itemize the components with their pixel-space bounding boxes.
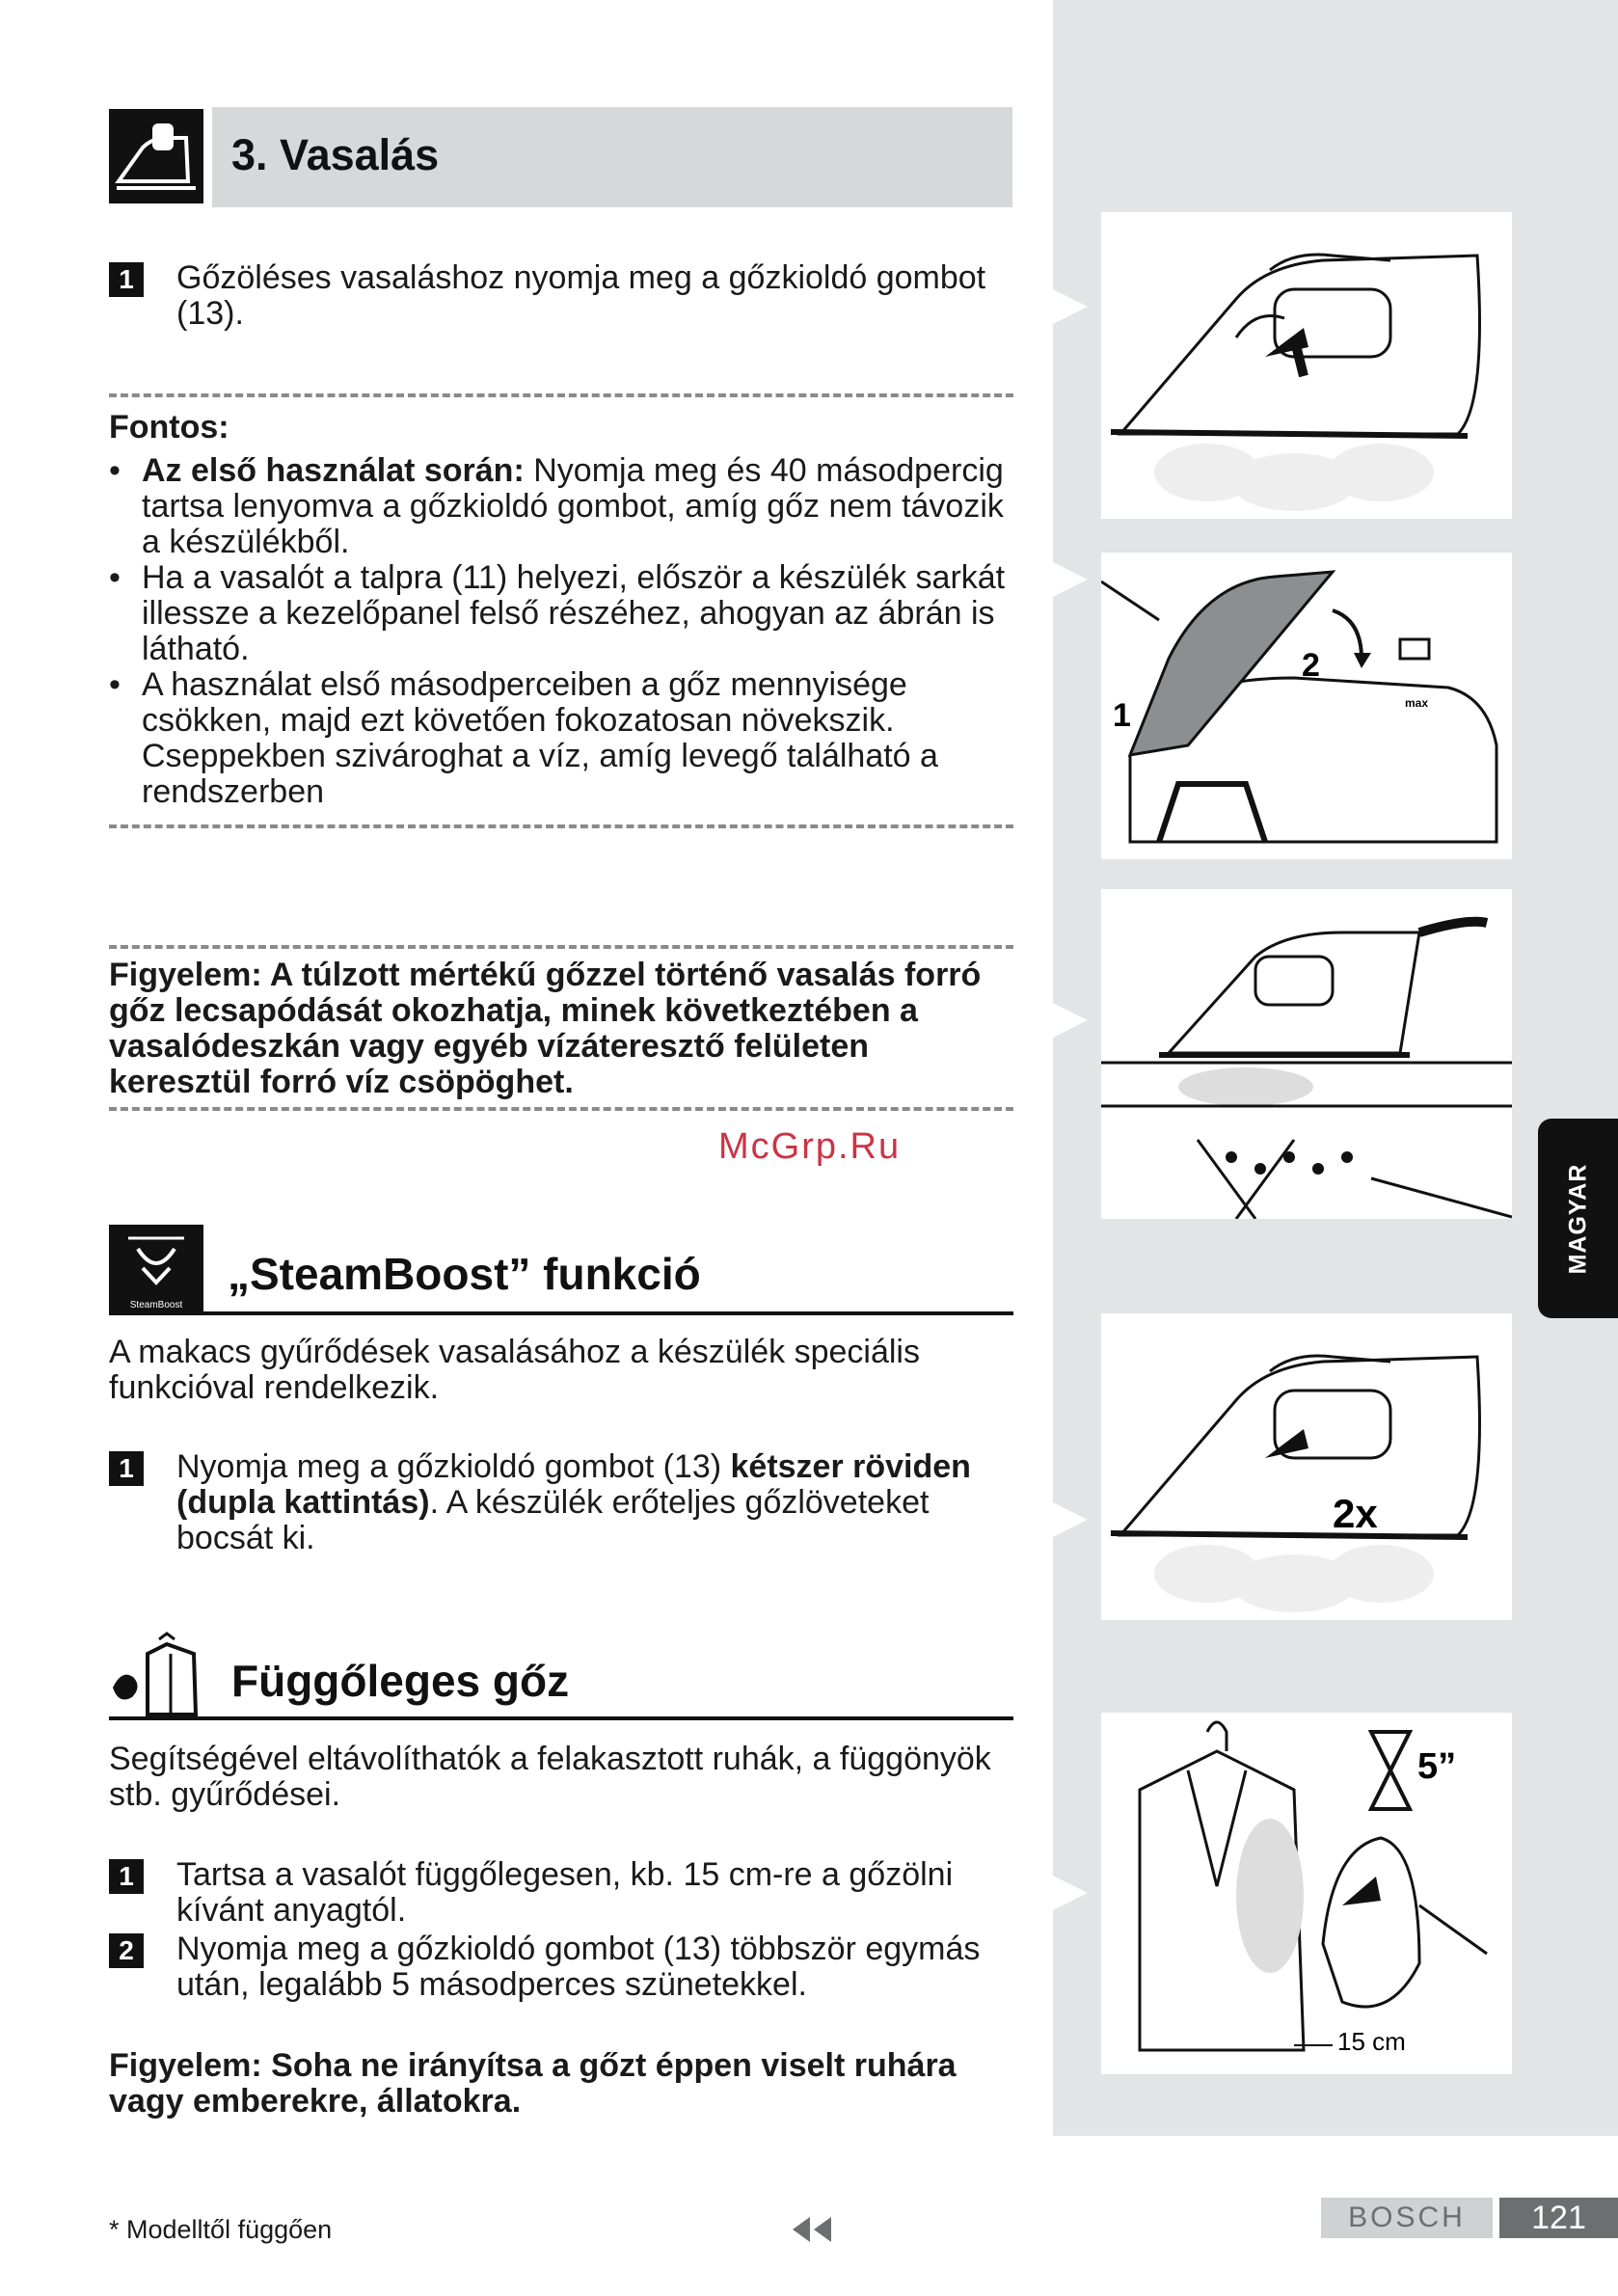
back-arrows-icon[interactable] [789,2215,837,2249]
caution-text: Figyelem: A túlzott mértékű gőzzel történő vasalás forró gőz lecsapódását okozhatja, minek következtében a vasalódeszkán vagy egyéb vízáteresztő felületen keresztül forró víz csöpöghet. [109,957,982,1100]
label-2x: 2x [1333,1491,1378,1536]
section-title-bar [212,107,1012,207]
step-number: 2 [109,1933,144,1968]
steamboost-title: „SteamBoost” funkció [228,1249,701,1299]
step-2 [109,1931,1035,2003]
page-number: 121 [1499,2198,1618,2238]
label-1: 1 [1113,697,1131,734]
label-max: max [1405,696,1429,710]
language-tab-label: MAGYAR [1564,1163,1591,1274]
illustration-pointer [1053,1502,1088,1537]
steamboost-intro: A makacs gyűrődések vasalásához a készülék speciális funkcióval rendelkezik. [109,1334,920,1406]
step-text: Gőzöléses vasaláshoz nyomja meg a gőzkioldó gombot (13). [176,259,986,332]
illustration-steamboost [1101,1313,1512,1620]
illustration-ironing-board [1101,889,1512,1219]
step-text: Nyomja meg a gőzkioldó gombot (13) többször egymás után, legalább 5 másodperces szünetekkel. [176,1931,981,2003]
title-underline [109,1716,1013,1720]
label-5-seconds: 5” [1417,1746,1457,1787]
brand-logo: BOSCH [1321,2198,1493,2238]
footnote: * Modelltől függően [109,2215,333,2244]
illustration-pointer [1053,1876,1088,1910]
divider [109,945,1013,949]
watermark: McGrp.Ru [718,1126,902,1167]
list-item: • Ha a vasalót a talpra (11) helyezi, először a készülék sarkát illessze a kezelőpanel felső részéhez, ahogyan az ábrán is látható. [109,560,1020,667]
list-item: • Az első használat során: Nyomja meg és 40 másodpercig tartsa lenyomva a gőzkioldó gombot, amíg gőz nem távozik a készülékből. [109,453,1020,560]
language-tab [1538,1119,1618,1318]
illustration-base-placement [1101,553,1512,859]
illustration-pointer [1053,562,1088,597]
step-1 [109,260,1035,332]
step-1 [109,1449,1035,1556]
section-title: 3. Vasalás [231,130,440,179]
step-number: 1 [109,1859,144,1894]
illustration-pointer [1053,289,1088,324]
steamboost-icon [109,1225,203,1313]
vertical-steam-icon [109,1630,203,1718]
divider [109,1107,1013,1111]
ironing-icon [109,109,203,203]
step-text: Tartsa a vasalót függőlegesen, kb. 15 cm-re a gőzölni kívánt anyagtól. [176,1856,954,1929]
svg-text:SteamBoost: SteamBoost [129,1300,183,1310]
vertical-caution: Figyelem: Soha ne irányítsa a gőzt éppen viselt ruhára vagy emberekre, állatokra. [109,2047,957,2120]
list-item: • A használat első másodperceiben a gőz mennyisége csökken, majd ezt követően fokozatosan növekszik. Cseppekben szivároghat a víz, amíg levegő található a rendszerben [109,667,1020,810]
vertical-intro: Segítségével eltávolíthatók a felakasztott ruhák, a függönyök stb. gyűrődései. [109,1741,991,1813]
divider [109,393,1013,397]
step-1 [109,1857,1035,1929]
label-2: 2 [1302,647,1320,684]
label-15cm: 15 cm [1337,2027,1406,2056]
step-text: Nyomja meg a gőzkioldó gombot (13) kétszer röviden (dupla kattintás). A készülék erőteljes gőzlöveteket bocsát ki. [176,1448,971,1556]
illustration-vertical-steam [1101,1713,1512,2074]
divider [109,824,1013,828]
step-number: 1 [109,262,144,297]
vertical-title: Függőleges gőz [231,1656,570,1706]
title-underline [109,1311,1013,1315]
illustration-steam-iron [1101,212,1512,519]
illustration-pointer [1053,1003,1088,1038]
important-list [109,453,1020,810]
step-number: 1 [109,1451,144,1486]
important-heading: Fontos: [109,409,229,446]
